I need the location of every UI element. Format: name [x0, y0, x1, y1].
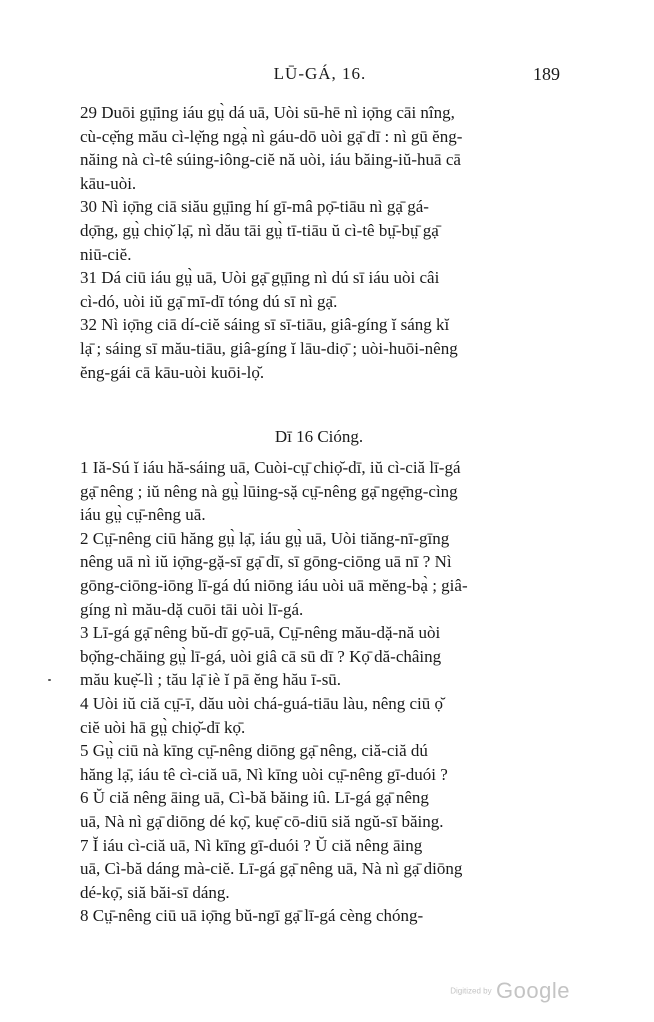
- text-line: iáu gṳ̀ cṳ̄-nêng uā.: [80, 505, 206, 525]
- text-line: cù-cẹ̆ng mău cì-lẹ̆ng ngạ̀ nì gáu-dō uòi gạ̄ dī : nì gū ĕng-: [80, 126, 463, 146]
- text-line: 32 Nì iọ̄ng ciā dí-ciĕ sáing sī sī-tiāu, giâ-gíng ĭ sáng kĭ: [80, 315, 450, 335]
- text-line: bọ̆ng-chăing gṳ̀ lī-gá, uòi giâ cā sū dī ? Kọ̄ dă-châing: [80, 646, 442, 666]
- text-line: nêng uā nì iŭ iọ̄ng-gặ-sī gạ̄ dī, sī gōng-ciōng uā nī ? Nì: [80, 552, 452, 572]
- text-line: lạ̄ ; sáing sī mău-tiāu, giâ-gíng ĭ lāu-diọ̄ ; uòi-huōi-nêng: [80, 338, 458, 358]
- text-line: 3 Lī-gá gạ̄ nêng bŭ-dī gọ̄-uā, Cṳ̄-nêng mău-dặ-nă uòi: [80, 623, 441, 643]
- page-header: [80, 64, 560, 92]
- running-head: LŪ-GÁ, 16.: [273, 64, 367, 83]
- text-line: kāu-uòi.: [80, 173, 137, 193]
- text-line: gạ̄ nêng ; iŭ nêng nà gṳ̀ lūing-sặ cṳ̄-nêng gạ̄ ngẹ̄ng-cìng: [80, 481, 458, 501]
- ink-speck: [48, 679, 51, 681]
- text-line: 8 Cṳ̄-nêng ciū uā iọ̄ng bŭ-ngī gạ̄ lī-gá cèng chóng-: [80, 906, 424, 926]
- text-line: cì-dó, uòi iŭ gạ̄ mī-dī tóng dú sī nì gạ̄.: [80, 291, 338, 311]
- text-line: năing nà cì-tê súing-iông-ciĕ nă uòi, iáu băing-iŭ-huā cā: [80, 150, 461, 170]
- text-line: 1 Iă-Sú ĭ iáu hă-sáing uā, Cuòi-cṳ̄ chiọ̆-dī, iŭ cì-ciă lī-gá: [80, 458, 461, 477]
- text-line: dọ̄ng, gṳ̀ chiọ̆ lạ̄, nì dău tāi gṳ̀ tī-tiāu ŭ cì-tê bṳ̄-bṳ̄ gạ̄: [80, 220, 439, 240]
- text-line: uā, Nà nì gạ̄ diōng dé kọ̄, kuẹ̄ cō-diū siă ngŭ-sī băing.: [80, 811, 444, 831]
- text-line: gōng-ciōng-iōng lī-gá dú niōng iáu uòi uā mĕng-bạ̀ ; giâ-: [80, 575, 468, 595]
- text-line: 4 Uòi iŭ ciă cṳ̄-ī, dău uòi chá-guá-tiāu làu, nêng ciū ọ̆: [80, 693, 444, 713]
- text-line: hăng lạ̄, iáu tê cì-ciă uā, Nì kīng uòi cṳ̄-nêng gī-duói ?: [80, 764, 448, 784]
- text-line: niū-ciĕ.: [80, 244, 132, 264]
- text-line: dé-kọ̄, siă băi-sī dáng.: [80, 882, 230, 902]
- text-line: 31 Dá ciū iáu gṳ̀ uā, Uòi gạ̄ gṳ̄ing nì dú sī iáu uòi câi: [80, 268, 440, 288]
- text-line: 5 Gṳ̀ ciū nà kīng cṳ̄-nêng diōng gạ̄ nêng, ciă-ciă dú: [80, 741, 428, 761]
- text-line: 6 Ŭ ciă nêng āing uā, Cì-bă băing iû. Lī-gá gạ̄ nêng: [80, 788, 429, 808]
- watermark-prefix: Digitized by: [450, 986, 492, 996]
- text-line: 2 Cṳ̄-nêng ciū hăng gṳ̀ lạ̄, iáu gṳ̀ uā, Uòi tiăng-nī-gīng: [80, 528, 450, 548]
- text-line: ciĕ uòi hā gṳ̀ chiọ̆-dī kọ̄.: [80, 717, 246, 737]
- chapter-heading: Dī 16 Cióng.: [274, 427, 364, 446]
- text-line: 7 Ĭ iáu cì-ciă uā, Nì kīng gī-duói ? Ŭ ciă nêng āing: [80, 835, 423, 855]
- verses-block-chapter-15: [80, 101, 558, 384]
- text-line: 29 Duōi gṳ̄ing iáu gṳ̀ dá uā, Uòi sū-hē nì iọ̄ng cāi nîng,: [80, 103, 455, 122]
- text-line: ĕng-gái cā kāu-uòi kuōi-lọ̆.: [80, 362, 265, 382]
- verses-block-chapter-16: [80, 456, 558, 928]
- text-line: uā, Cì-bă dáng mà-ciĕ. Lī-gá gạ̄ nêng uā, Nà nì gạ̄ diōng: [80, 859, 463, 879]
- text-line: gíng nì mău-dặ cuōi tāi uòi lī-gá.: [80, 599, 304, 619]
- text-line: mău kuẹ̆-lì ; tău lạ̄ iè ĭ pā ĕng hău ī-sū.: [80, 670, 342, 690]
- digitization-watermark: [450, 978, 570, 1004]
- page-number: 189: [533, 64, 560, 84]
- text-line: 30 Nì iọ̄ng ciā siău gṳ̄ing hí gī-mâ pọ̄-tiāu nì gạ̄ gá-: [80, 197, 429, 217]
- google-logo: Google: [496, 978, 570, 1003]
